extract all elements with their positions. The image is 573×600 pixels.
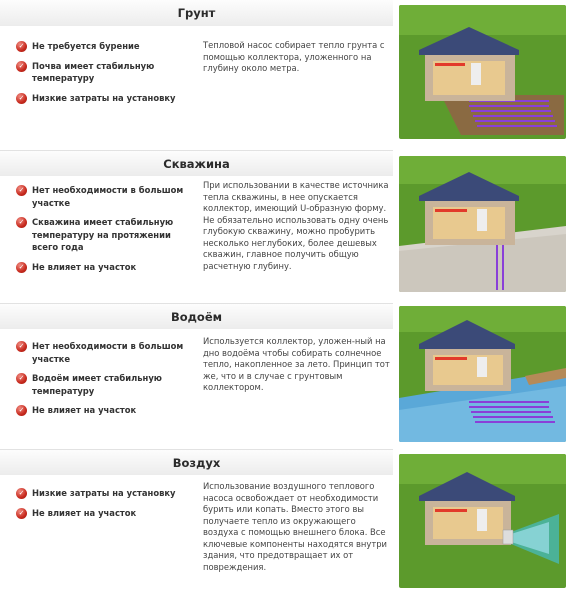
benefits-list	[16, 487, 194, 526]
section-header	[0, 0, 393, 26]
section-title: Грунт	[177, 6, 216, 20]
benefit-item: ✓ Почва имеет стабильную температуру	[16, 60, 194, 85]
benefits-list	[16, 184, 194, 280]
benefit-item: ✓ Скважина имеет стабильную температуру на протяжении всего года	[16, 216, 194, 254]
checkmark-bullet-icon: ✓	[16, 185, 27, 196]
section-header	[0, 150, 393, 176]
checkmark-bullet-icon: ✓	[16, 93, 27, 104]
checkmark-bullet-icon: ✓	[16, 41, 27, 52]
section-description: При использовании в качестве источника тепла скважины, в нее опускается коллектор, имеющий U-образную форму. Не обязательно использовать одну очень глубокую скважину, можно пробурить несколько неглубоких, более дешевых скважин, главное получить общую расчетную глубину.	[203, 180, 389, 271]
benefit-item: ✓ Не требуется бурение	[16, 40, 194, 53]
air-source-illustration	[399, 454, 566, 588]
pond-collector-illustration	[399, 306, 566, 442]
checkmark-bullet-icon: ✓	[16, 488, 27, 499]
section-ground	[0, 0, 573, 150]
checkmark-bullet-icon: ✓	[16, 508, 27, 519]
section-title: Скважина	[163, 156, 230, 171]
section-pond	[0, 303, 573, 449]
section-air	[0, 449, 573, 600]
section-description: Использование воздушного теплового насоса освобождает от необходимости бурить или копать. Вместо этого вы получаете тепло из окружающего воздуха с помощью внешнего блока. Все ключевые компоненты находятся внутри здания, что предотвращает их от повреждения.	[203, 481, 387, 572]
benefit-item: ✓ Не влияет на участок	[16, 507, 194, 520]
section-description: Используется коллектор, уложен-ный на дно водоёма чтобы собирать солнечное тепло, накопленное за лето. Принцип тот же, что и в случае с грунтовым коллектором.	[203, 336, 390, 392]
benefit-item: ✓ Не влияет на участок	[16, 404, 194, 417]
checkmark-bullet-icon: ✓	[16, 217, 27, 228]
benefit-item: ✓ Низкие затраты на установку	[16, 92, 194, 105]
benefits-list	[16, 40, 194, 111]
checkmark-bullet-icon: ✓	[16, 61, 27, 72]
borehole-collector-illustration	[399, 156, 566, 292]
section-title: Воздух	[172, 455, 221, 470]
benefit-item: ✓ Нет необходимости в большом участке	[16, 184, 194, 209]
benefit-item: ✓ Водоём имеет стабильную температуру	[16, 372, 194, 397]
section-borehole	[0, 150, 573, 303]
ground-collector-illustration	[399, 5, 566, 139]
section-header	[0, 449, 393, 475]
section-header	[0, 303, 393, 329]
benefit-item: ✓ Не влияет на участок	[16, 261, 194, 274]
section-title: Водоём	[170, 309, 223, 324]
section-description: Тепловой насос собирает тепло грунта с помощью коллектора, уложенного на глубину около метра.	[203, 40, 385, 73]
checkmark-bullet-icon: ✓	[16, 405, 27, 416]
benefits-list	[16, 340, 194, 424]
checkmark-bullet-icon: ✓	[16, 373, 27, 384]
checkmark-bullet-icon: ✓	[16, 262, 27, 273]
benefit-item: ✓ Низкие затраты на установку	[16, 487, 194, 500]
checkmark-bullet-icon: ✓	[16, 341, 27, 352]
benefit-item: ✓ Нет необходимости в большом участке	[16, 340, 194, 365]
